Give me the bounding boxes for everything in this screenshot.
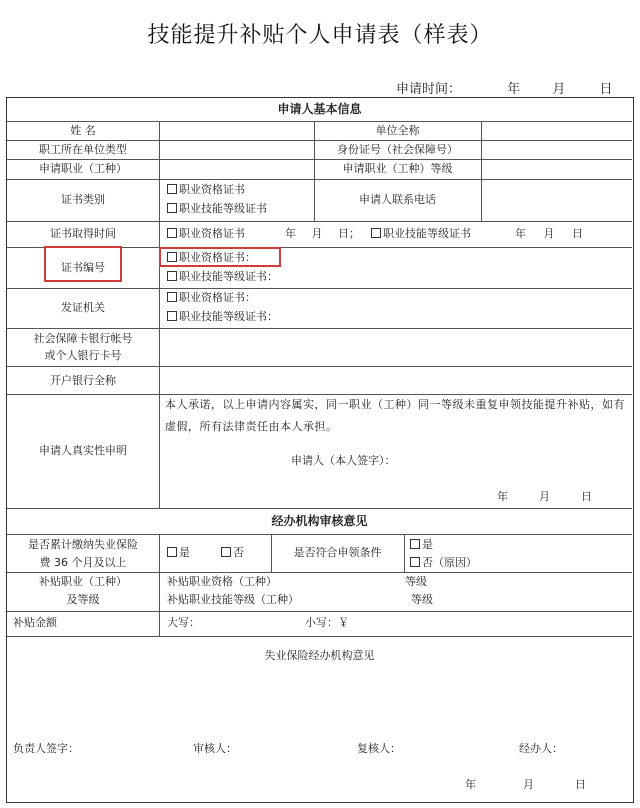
apply-time-label: 申请时间： [396, 82, 462, 97]
issuer-label: 发证机关 [61, 301, 105, 314]
insurance-yes-option[interactable]: 是 [167, 546, 190, 560]
application-form [6, 97, 634, 803]
apply-month: 月 [552, 82, 566, 97]
review-month: 月 [523, 778, 534, 791]
checkbox[interactable] [167, 271, 177, 281]
subsidy-level-1: 等级 [405, 575, 427, 588]
subsidy-occupation-label-line-2: 及等级 [66, 593, 100, 606]
review-year: 年 [465, 778, 476, 791]
checkbox[interactable] [167, 547, 177, 557]
checkbox[interactable] [371, 228, 381, 238]
declaration-label: 申请人真实性申明 [39, 444, 127, 457]
apply-time [396, 78, 612, 97]
insurance-question-line-1: 是否累计缴纳失业保险 [28, 538, 138, 551]
checkbox[interactable] [167, 228, 177, 238]
issuer-option-2[interactable]: 职业技能等级证书： [167, 310, 278, 324]
bank-name-label: 开户银行全称 [50, 374, 116, 387]
row-line [7, 611, 632, 612]
phone-label: 申请人联系电话 [359, 193, 436, 206]
row-line [7, 221, 632, 222]
eligible-question: 是否符合申领条件 [293, 546, 382, 559]
subsidy-level-2: 等级 [411, 593, 433, 606]
col-line [159, 534, 160, 636]
section-basic-title: 申请人基本信息 [277, 102, 362, 116]
apply-day: 日 [599, 82, 613, 97]
row-line [7, 572, 632, 573]
declaration-month: 月 [539, 490, 550, 503]
cert-time-label: 证书取得时间 [50, 227, 116, 240]
cert-type-option-2[interactable]: 职业技能等级证书 [167, 202, 267, 216]
cert-no-option-1[interactable]: 职业资格证书： [167, 251, 256, 265]
row-line [7, 534, 632, 535]
declaration-day: 日 [581, 490, 592, 503]
apply-year: 年 [507, 82, 521, 97]
eligible-yes-option[interactable]: 是 [410, 538, 433, 552]
cert-no-option-highlight [159, 247, 281, 267]
row-line [7, 140, 632, 141]
handler-signature: 经办人： [519, 742, 563, 755]
unit-name-label: 单位全称 [375, 124, 420, 137]
row-line [7, 328, 632, 329]
checkbox[interactable] [167, 311, 177, 321]
responsible-signature: 负责人签字： [13, 742, 79, 755]
row-line [7, 508, 632, 509]
cert-time-date-2: 年 月 日 [515, 227, 583, 240]
section-review-title: 经办机构审核意见 [271, 514, 368, 528]
subsidy-occupation-label-line-1: 补贴职业（工种） [39, 575, 127, 588]
checkbox[interactable] [167, 203, 177, 213]
bank-no-label-line-1: 社会保障卡银行帐号 [33, 332, 133, 345]
subsidy-occupation-1: 补贴职业资格（工种） [167, 575, 277, 588]
signature-label: 申请人（本人签字）： [291, 454, 396, 467]
insurance-question-line-2: 费 36 个月及以上 [39, 556, 127, 569]
checkbox[interactable] [410, 557, 420, 567]
col-line [159, 121, 160, 508]
unit-type-label: 职工所在单位类型 [39, 143, 127, 156]
col-line [481, 121, 482, 179]
agency-opinion-title: 失业保险经办机构意见 [264, 649, 375, 662]
row-line [7, 636, 632, 637]
col-line [404, 534, 405, 572]
review-day: 日 [575, 778, 586, 791]
amount-upper: 大写： [167, 616, 200, 629]
cert-type-option-1[interactable]: 职业资格证书 [167, 183, 245, 197]
insurance-no-option[interactable]: 否 [221, 546, 244, 560]
bank-no-label-line-2: 或个人银行卡号 [44, 349, 122, 362]
amount-lower: 小写：￥ [305, 616, 349, 629]
id-label: 身份证号（社会保障号） [337, 143, 458, 156]
row-line [7, 121, 632, 122]
checkbox[interactable] [410, 539, 420, 549]
subsidy-occupation-2: 补贴职业技能等级（工种） [167, 593, 299, 606]
eligible-no-option[interactable]: 否（原因） [410, 556, 477, 570]
checkbox[interactable] [221, 547, 231, 557]
declaration-year: 年 [497, 490, 508, 503]
occupation-label: 申请职业（工种） [39, 162, 127, 175]
cert-time-option-1[interactable]: 职业资格证书 [167, 227, 245, 241]
row-line [7, 366, 632, 367]
declaration-text: 本人承诺，以上申请内容属实，同一职业（工种）同一等级未重复申领技能提升补贴，如有虚假，所有法律责任由本人承担。 [165, 398, 625, 433]
cert-time-option-2[interactable]: 职业技能等级证书 [371, 227, 471, 241]
col-line [481, 179, 482, 221]
checkbox[interactable] [167, 292, 177, 302]
issuer-option-1[interactable]: 职业资格证书： [167, 291, 256, 305]
occupation-level-label: 申请职业（工种）等级 [342, 162, 453, 175]
cert-time-date-1: 年 月 日； [285, 227, 360, 240]
name-label: 姓 名 [70, 124, 96, 137]
cert-no-label-highlight [44, 246, 122, 282]
row-line [7, 179, 632, 180]
checkbox[interactable] [167, 184, 177, 194]
form-title: 技能提升补贴个人申请表（样表） [147, 23, 493, 48]
amount-label: 补贴金额 [13, 616, 57, 629]
cert-type-label: 证书类别 [61, 193, 105, 206]
row-line [7, 288, 632, 289]
cert-no-option-2[interactable]: 职业技能等级证书： [167, 270, 278, 284]
cert-no-label: 证书编号 [61, 261, 105, 274]
rechecker-signature: 复核人： [357, 742, 401, 755]
row-line [7, 159, 632, 160]
reviewer-signature: 审核人： [193, 742, 237, 755]
